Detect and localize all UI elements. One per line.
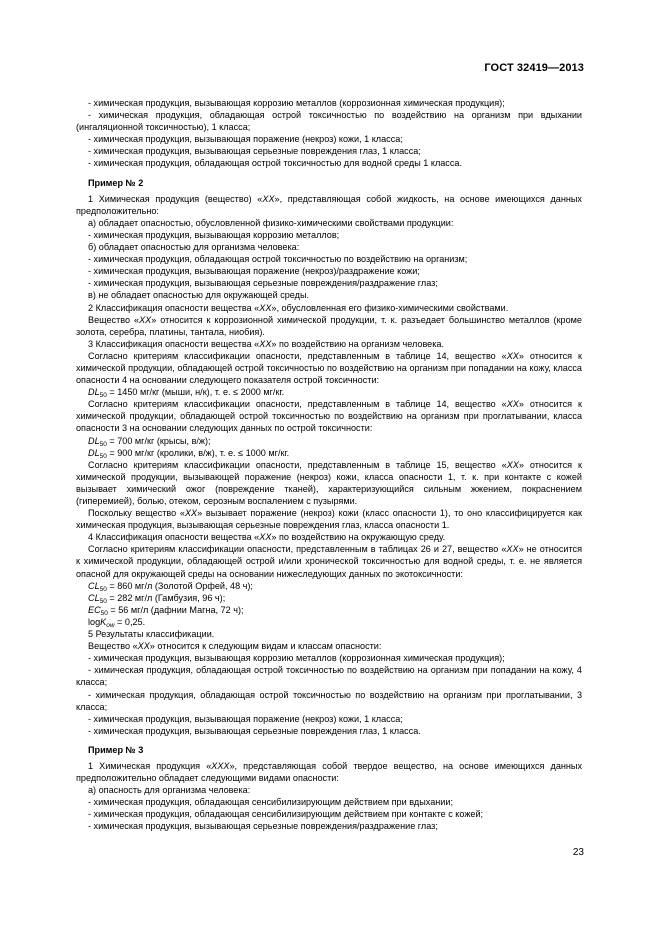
list-item: - химическая продукция, обладающая острой токсичностью по воздействию на организм при проглатывании, 3 класса; (76, 689, 582, 712)
list-item: - химическая продукция, вызывающая серьезные повреждения/раздражение глаз; (88, 821, 438, 832)
list-item: - химическая продукция, обладающая острой токсичностью по воздействию на организм при вдыхании (ингаляционной токсичностью), 1 класса; (76, 110, 582, 133)
formula-line: $CL_{50} = 282$ мг/л (Гамбузия, 96 ч); (88, 592, 226, 605)
list-item: в) не обладает опасностью для окружающей среды. (88, 290, 310, 301)
section-heading: 4 Классификация опасности вещества «XX» по воздействию на окружающую среду. (88, 532, 446, 543)
list-item: б) обладает опасностью для организма человека: (88, 242, 300, 253)
paragraph: Согласно критериям классификации опасности, представленным в таблице 15, вещество «XX» относится к химической продукции, вызывающей поражение (некроз) кожи, класса опасности 1, т. к. при контакте с кожей вызывает химический ожог (повреждение тканей), характеризующийся сильным жжением, покраснением (гиперемией), болью, отеком, серозным воспалением с пузырями. (76, 459, 583, 506)
formula-line: logK$_{ow}$ = 0,25. (88, 616, 146, 629)
formula-line: $DL_{50} = 1450$ мг/кг (мыши, н/к), т. е. ≤ 2000 мг/кг. (88, 387, 285, 400)
document-id-header: ГОСТ 32419—2013 (484, 62, 584, 74)
formula-line: $DL_{50} = 900$ мг/кг (кролики, в/ж), т. е. ≤ 1000 мг/кг. (88, 447, 290, 460)
paragraph: Согласно критериям классификации опасности, представленным в таблице 14, вещество «XX» относится к химической продукции, обладающей острой токсичностью по воздействию на организм при проглатывании, класса опасности 3 на основании следующих данных по острой токсичности: (76, 399, 583, 434)
formula-line: $DL_{50} = 700$ мг/кг (крысы, в/ж); (88, 435, 211, 448)
example-2-heading: Пример № 2 (88, 177, 144, 188)
example-3-heading: Пример № 3 (88, 744, 144, 755)
list-item: - химическая продукция, вызывающая серьезные повреждения/раздражение глаз; (88, 278, 438, 289)
list-item: - химическая продукция, вызывающая поражение (некроз)/раздражение кожи; (88, 266, 420, 277)
document-body (76, 97, 582, 833)
list-item: - химическая продукция, вызывающая коррозию металлов; (88, 229, 340, 240)
list-item: - химическая продукция, вызывающая поражение (некроз) кожи, 1 класса; (88, 713, 403, 724)
formula-line: $EC_{50} = 56$ мг/л (дафнии Магна, 72 ч); (88, 604, 244, 617)
list-item: - химическая продукция, вызывающая серьезные повреждения глаз, 1 класса. (88, 725, 421, 736)
list-item: - химическая продукция, вызывающая серьезные повреждения глаз, 1 класса; (88, 146, 421, 157)
paragraph: Поскольку вещество «XX» вызывает поражение (некроз) кожи (класс опасности 1), то оно классифицируется как химическая продукция, вызывающая серьезные повреждения глаз, класса опасности 1. (76, 508, 582, 531)
list-item: - химическая продукция, вызывающая поражение (некроз) кожи, 1 класса; (88, 134, 403, 145)
list-item: - химическая продукция, обладающая острой токсичностью для водной среды 1 класса. (88, 158, 462, 169)
list-item: - химическая продукция, обладающая сенсибилизирующим действием при контакте с кожей; (88, 809, 484, 820)
list-item: - химическая продукция, вызывающая коррозию металлов (коррозионная химическая продукция); (88, 653, 505, 664)
list-item: - химическая продукция, обладающая сенсибилизирующим действием при вдыхании; (88, 797, 453, 808)
formula-line: $CL_{50} = 860$ мг/л (Золотой Орфей, 48 ч); (88, 580, 253, 593)
list-item: - химическая продукция, обладающая острой токсичностью по воздействию на организм при попадании на кожу, 4 класса; (76, 665, 582, 688)
paragraph: Согласно критериям классификации опасности, представленным в таблице 14, вещество «XX» относится к химической продукции, обладающей острой токсичностью по воздействию на организм при попадании на кожу, класса опасности 4 на основании следующего показателя острой токсичности: (76, 350, 583, 386)
page-number: 23 (572, 847, 584, 858)
paragraph: Вещество «XX» относится к следующим видам и классам опасности: (88, 641, 382, 652)
list-item: а) обладает опасностью, обусловленной физико-химическими свойствами продукции: (88, 217, 454, 228)
paragraph: 1 Химическая продукция «XXX», представляющая собой твердое вещество, на основе имеющихся данных предположительно обладает следующими видами опасности: (76, 760, 582, 784)
section-heading: 2 Классификация опасности вещества «XX», обусловленная его физико-химическими свойствами. (88, 302, 509, 313)
list-item: а) опасность для организма человека: (88, 785, 251, 796)
list-item: - химическая продукция, обладающая острой токсичностью по воздействию на организм; (88, 254, 468, 265)
list-item: - химическая продукция, вызывающая коррозию металлов (коррозионная химическая продукция); (88, 98, 505, 108)
paragraph: Согласно критериям классификации опасности, представленным в таблицах 26 и 27, вещество «XX» не относится к химической продукции, обладающей острой и/или хронической токсичностью для водной среды, т. е. не является опасной для окружающей среды на основании нижеследующих данных по экотоксичности: (76, 544, 582, 579)
paragraph: 1 Химическая продукция (вещество) «XX», представляющая собой жидкость, на основе имеющихся данных предположительно: (76, 193, 582, 216)
section-heading: 3 Классификация опасности вещества «XX» по воздействию на организм человека. (88, 338, 445, 349)
section-heading: 5 Результаты классификации. (88, 629, 215, 640)
paragraph: Вещество «XX» относится к коррозионной химической продукции, т. к. разъедает большинство металлов (кроме золота, серебра, платины, тантала, ниобия). (76, 314, 582, 337)
